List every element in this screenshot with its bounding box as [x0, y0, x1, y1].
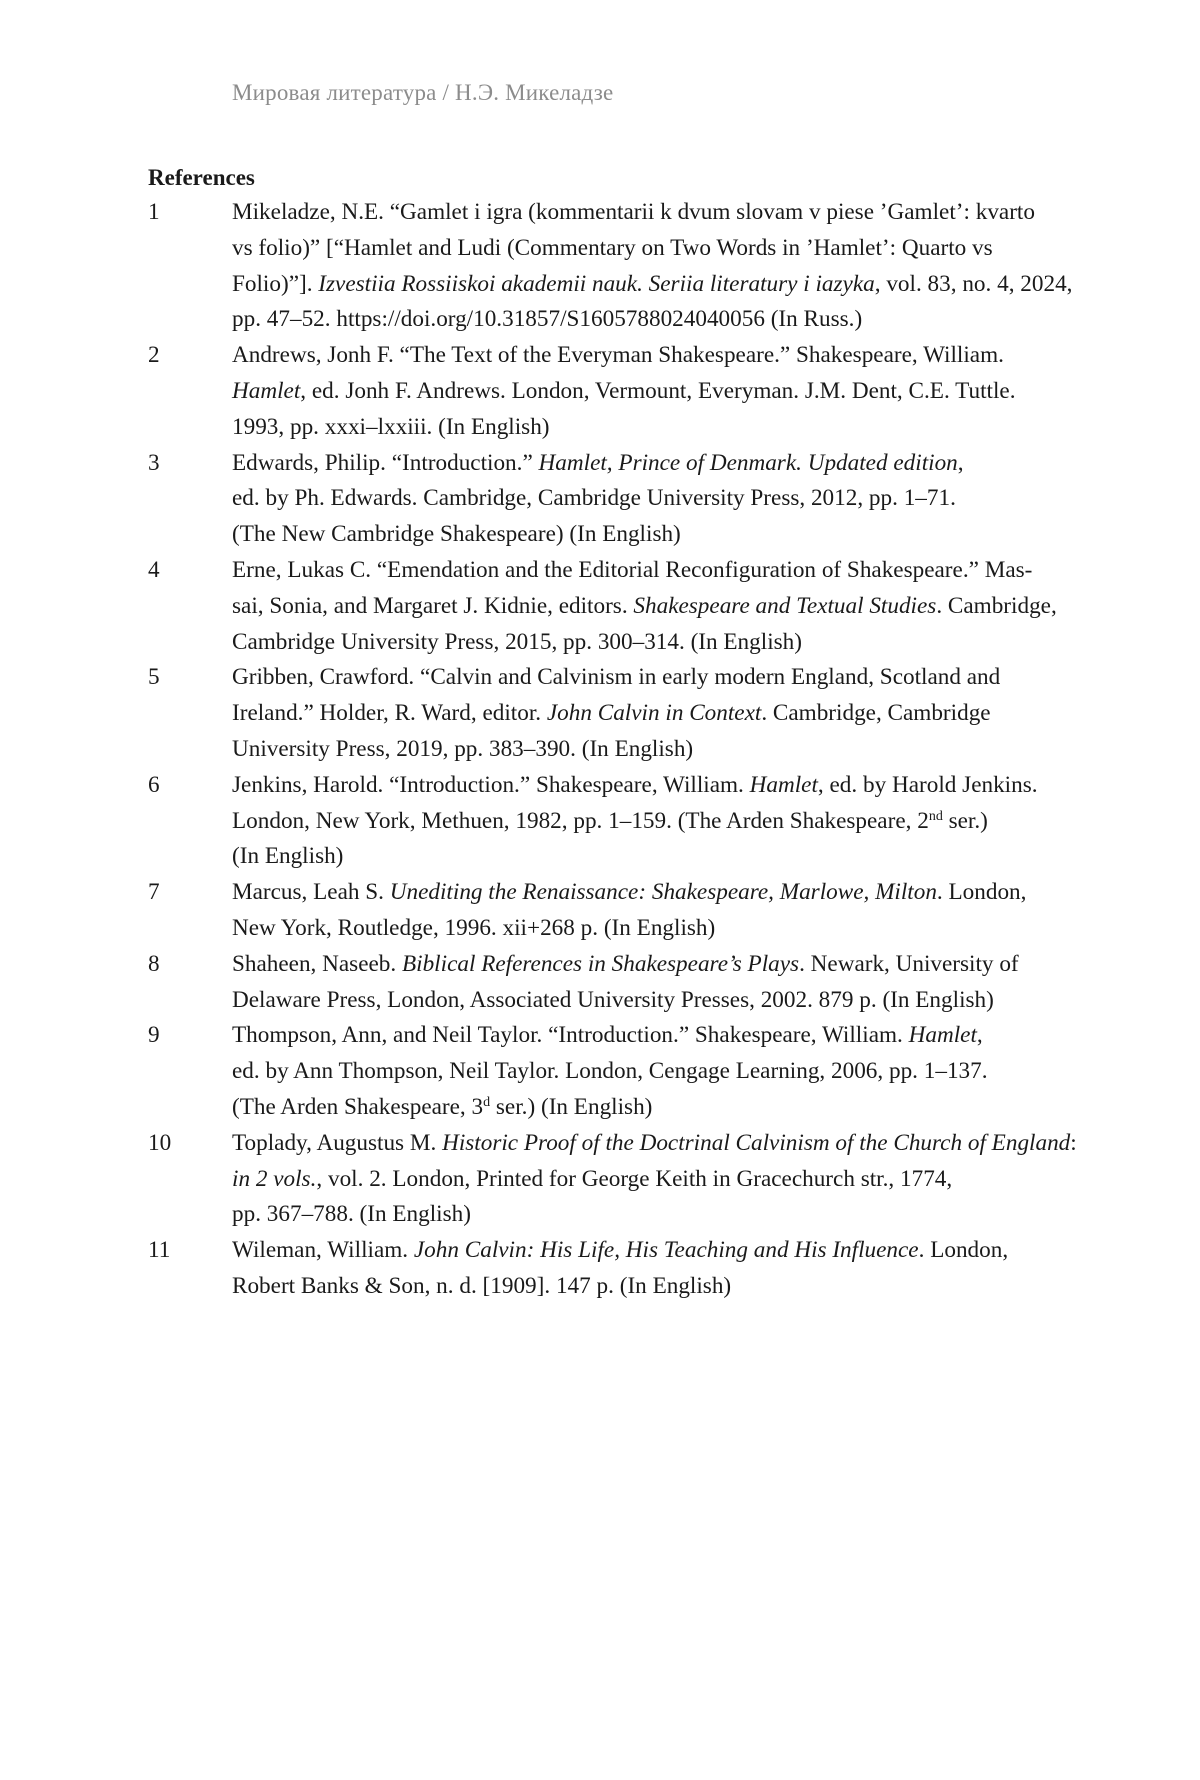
text-run: University Press, 2019, pp. 383–390. (In English)	[232, 735, 694, 762]
italic-title: Hamlet, Prince of Denmark. Updated edition	[538, 449, 958, 476]
reference-line	[232, 768, 1098, 804]
reference-text	[232, 875, 1098, 947]
reference-line	[232, 1269, 1098, 1305]
text-run: Thompson, Ann, and Neil Taylor. “Introduction.” Shakespeare, William.	[232, 1022, 909, 1049]
text-run: Mikeladze, N.E. “Gamlet i igra (kommentarii k dvum slovam v piese ’Gamlet’: kvarto	[232, 199, 1035, 225]
reference-line	[232, 875, 1098, 911]
reference-line	[232, 1197, 1098, 1233]
reference-line	[232, 195, 1098, 231]
reference-line	[232, 1126, 1098, 1162]
text-run: Robert Banks & Son, n. d. [1909]. 147 p. (In English)	[232, 1272, 732, 1299]
reference-item	[148, 1126, 1098, 1233]
reference-line	[232, 1162, 1098, 1198]
text-run: Cambridge University Press, 2015, pp. 300–314. (In English)	[232, 628, 802, 655]
text-run: ,	[957, 449, 964, 476]
reference-number: 2	[148, 342, 160, 369]
text-run: , ed. by Harold Jenkins.	[817, 771, 1038, 798]
reference-line	[232, 696, 1098, 732]
reference-number: 6	[148, 771, 160, 798]
italic-title: Izvestiia Rossiiskoi akademii nauk. Seriia literatury i iazyka	[318, 270, 875, 297]
reference-number: 10	[148, 1129, 172, 1156]
italic-title: John Calvin: His Life, His Teaching and His Influence	[413, 1237, 919, 1264]
italic-title: Biblical References in Shakespeare’s Plays	[401, 950, 800, 977]
reference-line	[232, 732, 1098, 768]
text-run: London, New York, Methuen, 1982, pp. 1–159. (The Arden Shakespeare, 2	[232, 807, 929, 834]
reference-text	[232, 1233, 1098, 1305]
reference-item	[148, 947, 1098, 1019]
reference-line	[232, 1233, 1098, 1269]
reference-text	[232, 446, 1098, 553]
italic-title: in 2 vols.	[232, 1165, 317, 1192]
reference-text	[232, 768, 1098, 875]
reference-line	[232, 1090, 1098, 1126]
text-run: New York, Routledge, 1996. xii+268 p. (In English)	[232, 914, 716, 941]
reference-line	[232, 231, 1098, 267]
reference-line	[232, 589, 1098, 625]
reference-item	[148, 1233, 1098, 1305]
text-run: ,	[976, 1022, 983, 1049]
text-run: , vol. 83, no. 4, 2024,	[874, 270, 1073, 297]
text-run: ser.)	[942, 807, 988, 834]
text-run: . London,	[918, 1237, 1009, 1264]
text-run: Edwards, Philip. “Introduction.”	[232, 449, 539, 476]
text-run: (The New Cambridge Shakespeare) (In English)	[232, 521, 681, 548]
reference-text	[232, 947, 1098, 1019]
text-run: , ed. Jonh F. Andrews. London, Vermount, Everyman. J.M. Dent, C.E. Tuttle.	[300, 377, 1016, 404]
italic-title: Unediting the Renaissance: Shakespeare, Marlowe, Milton	[389, 879, 937, 906]
text-run: . Cambridge,	[936, 592, 1057, 619]
reference-text	[232, 1126, 1098, 1233]
reference-line	[232, 302, 1098, 338]
reference-line	[232, 481, 1098, 517]
reference-line	[232, 660, 1098, 696]
section-title: References	[148, 165, 255, 190]
reference-text	[232, 553, 1098, 660]
reference-item	[148, 553, 1098, 660]
text-run: (The Arden Shakespeare, 3	[232, 1093, 484, 1120]
text-run: pp. 47–52. https://doi.org/10.31857/S1605788024040056 (In Russ.)	[232, 306, 863, 333]
text-run: . London,	[936, 879, 1027, 906]
reference-number: 5	[148, 664, 160, 691]
reference-number: 11	[148, 1237, 171, 1264]
reference-number: 1	[148, 199, 160, 225]
text-run: , vol. 2. London, Printed for George Keith in Gracechurch str., 1774,	[316, 1165, 953, 1192]
italic-title: Hamlet	[749, 771, 818, 798]
reference-number: 4	[148, 556, 160, 583]
reference-line	[232, 625, 1098, 661]
reference-item	[148, 338, 1098, 445]
reference-line	[232, 1018, 1098, 1054]
text-run: 1993, pp. xxxi–lxxiii. (In English)	[232, 413, 550, 440]
text-run: Toplady, Augustus M.	[232, 1129, 443, 1156]
text-run: ser.) (In English)	[490, 1093, 653, 1120]
reference-text	[232, 1018, 1098, 1125]
text-run: ed. by Ph. Edwards. Cambridge, Cambridge University Press, 2012, pp. 1–71.	[232, 485, 956, 512]
reference-text	[232, 195, 1098, 338]
reference-item	[148, 768, 1098, 875]
reference-line	[232, 804, 1098, 840]
reference-item	[148, 446, 1098, 553]
text-run: pp. 367–788. (In English)	[232, 1201, 471, 1228]
reference-line	[232, 553, 1098, 589]
text-run: Ireland.” Holder, R. Ward, editor.	[232, 700, 547, 727]
reference-text	[232, 660, 1098, 767]
running-header: Мировая литература / Н.Э. Микеладзе	[232, 80, 614, 105]
reference-number: 9	[148, 1022, 160, 1049]
reference-line	[232, 267, 1098, 303]
reference-line	[232, 983, 1098, 1019]
reference-line	[232, 446, 1098, 482]
reference-list	[148, 195, 1098, 1305]
reference-text	[232, 338, 1098, 445]
reference-line	[232, 517, 1098, 553]
references-section	[148, 160, 1098, 1305]
text-run: Marcus, Leah S.	[232, 879, 390, 906]
text-run: vs folio)” [“Hamlet and Ludi (Commentary on Two Words in ’Hamlet’: Quarto vs	[232, 234, 993, 261]
text-run: Gribben, Crawford. “Calvin and Calvinism in early modern England, Scotland and	[232, 664, 1001, 691]
reference-item	[148, 195, 1098, 338]
superscript: d	[483, 1094, 491, 1110]
text-run: Delaware Press, London, Associated University Presses, 2002. 879 p. (In English)	[232, 986, 994, 1013]
reference-number: 8	[148, 950, 160, 977]
reference-number: 3	[148, 449, 160, 476]
text-run: (In English)	[232, 843, 344, 870]
reference-item	[148, 875, 1098, 947]
reference-line	[232, 1054, 1098, 1090]
text-run: ed. by Ann Thompson, Neil Taylor. London, Cengage Learning, 2006, pp. 1–137.	[232, 1058, 988, 1085]
text-run: Shaheen, Naseeb.	[232, 950, 402, 977]
reference-number: 7	[148, 879, 160, 906]
text-run: Wileman, William.	[232, 1237, 414, 1264]
text-run: :	[1070, 1129, 1077, 1156]
reference-item	[148, 1018, 1098, 1125]
text-run: . Newark, University of	[799, 950, 1019, 977]
text-run: Erne, Lukas C. “Emendation and the Editorial Reconfiguration of Shakespeare.” Mas-	[232, 556, 1033, 583]
text-run: . Cambridge, Cambridge	[761, 700, 991, 727]
text-run: Folio)”].	[232, 270, 319, 297]
reference-line	[232, 911, 1098, 947]
reference-line	[232, 839, 1098, 875]
italic-title: Hamlet	[908, 1022, 977, 1049]
reference-item	[148, 660, 1098, 767]
text-run: sai, Sonia, and Margaret J. Kidnie, editors.	[232, 592, 634, 619]
text-run: Jenkins, Harold. “Introduction.” Shakespeare, William.	[232, 771, 750, 798]
italic-title: Hamlet	[232, 377, 301, 404]
italic-title: Historic Proof of the Doctrinal Calvinism of the Church of England	[442, 1129, 1071, 1156]
superscript: nd	[928, 808, 943, 824]
italic-title: John Calvin in Context	[546, 700, 762, 727]
italic-title: Shakespeare and Textual Studies	[633, 592, 937, 619]
reference-line	[232, 374, 1098, 410]
reference-line	[232, 947, 1098, 983]
reference-line	[232, 410, 1098, 446]
text-run: Andrews, Jonh F. “The Text of the Everyman Shakespeare.” Shakespeare, William.	[232, 342, 1004, 369]
reference-line	[232, 338, 1098, 374]
